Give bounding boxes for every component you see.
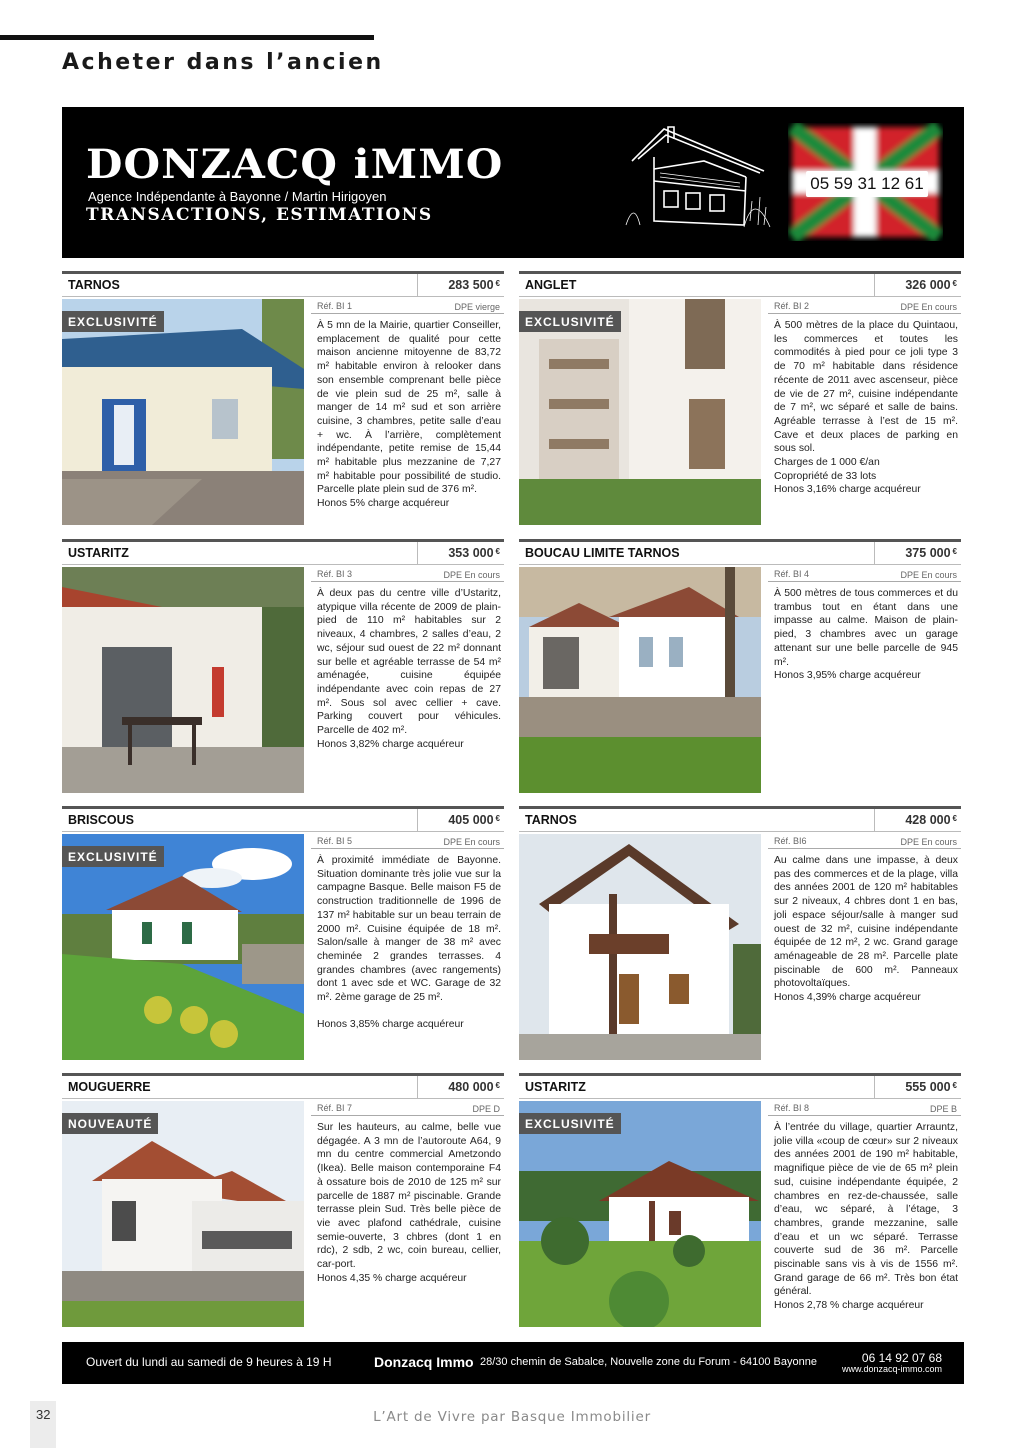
listing-dpe: DPE En cours xyxy=(900,570,957,580)
listing-header xyxy=(519,1073,961,1099)
listing-header xyxy=(62,806,504,832)
listing-dpe: DPE B xyxy=(929,1104,957,1114)
listing-photo[interactable] xyxy=(519,299,761,525)
listing-ref: Réf. BI 7 xyxy=(317,1103,353,1113)
listing-fees: Honos 4,39% charge acquéreur xyxy=(774,992,921,1004)
agency-banner xyxy=(62,107,964,258)
listing-charges: Charges de 1 000 €/an xyxy=(774,457,880,469)
listing-header xyxy=(62,1073,504,1099)
listing-meta xyxy=(311,299,504,314)
listing-badge: NOUVEAUTÉ xyxy=(62,1113,158,1134)
listing-card[interactable] xyxy=(62,271,504,527)
listing-badge: EXCLUSIVITÉ xyxy=(519,1113,621,1134)
listing-dpe: DPE En cours xyxy=(900,302,957,312)
listing-badge: EXCLUSIVITÉ xyxy=(62,311,164,332)
listing-photo[interactable] xyxy=(62,567,304,793)
listing-description: Au calme dans une impasse, à deux pas des commerces et de la plage, villa des années 2001 de 120 m² habitables sur 2 niveaux, 4 chbres dont 1 en bas, joli espace séjour/salle à manger sud ouest de 32 m², cuisine indépendante équipée de 12 m², 2 wc. Grand garage aménageable de 28 m². Parcelle plate piscinable de 600 m². Panneaux photovoltaïques. Honos 4,39% charge acquéreur xyxy=(774,855,958,1004)
section-title: Acheter dans l’ancien xyxy=(62,50,384,75)
listing-card[interactable] xyxy=(519,539,961,795)
listing-price: 283 500 € xyxy=(417,274,504,296)
listing-price: 480 000 € xyxy=(417,1076,504,1098)
listing-city: MOUGUERRE xyxy=(68,1080,151,1094)
listing-fees: Honos 2,78 % charge acquéreur xyxy=(774,1300,924,1312)
listing-description: À 5 mn de la Mairie, quartier Conseiller, emplacement de qualité pour cette maison ancienne mitoyenne de 83,72 m² habitable environ à relooker dans son ensemble comprenant belle pièce de vie plein sud de 25 m², salle à manger de 14 m² sud et son arrière cuisine, 3 chambres, petite salle d’eau + wc. À l’arrière, complètement indépendante, petite remise de 15,44 m² habitable plus mezzanine de 7,27 m² habitable pour possibilité de studio. Parcelle plate plein sud de 376 m². Honos 5% charge acquéreur xyxy=(317,320,501,510)
brand-tagline: Agence Indépendante à Bayonne / Martin Hirigoyen xyxy=(88,189,387,204)
listing-header xyxy=(62,271,504,297)
listing-meta xyxy=(768,834,961,849)
listing-description: À l’entrée du village, quartier Arrauntz, jolie villa «coup de cœur» sur 2 niveaux des années 2001 de 190 m² habitable, magnifique pièce de vie de 65 m² plein sud, cuisine indépendante équipée, 2 chambres en rez-de-chaussée, salle d’eau, wc séparé, à l’étage, 3 chambres, grande mezzanine, salle d’eau et un wc séparé. Terrasse couverte sud de 36 m². Parcelle piscinable sans vis à vis de 1556 m². Grand garage de 66 m². Très bon état général. Honos 2,78 % charge acquéreur xyxy=(774,1122,958,1312)
listing-card[interactable] xyxy=(62,1073,504,1329)
listing-header xyxy=(519,271,961,297)
listing-description: À 500 mètres de tous commerces et du trambus tout en étant dans une impasse au calme. Maison de plain-pied, 3 chambres avec un garage attenant sur une belle parcelle de 945 m². Honos 3,95% charge acquéreur xyxy=(774,588,958,682)
listing-photo[interactable] xyxy=(519,834,761,1060)
listing-meta xyxy=(768,299,961,314)
listing-photo[interactable] xyxy=(62,299,304,525)
listing-ref: Réf. BI 5 xyxy=(317,836,353,846)
running-footer: L’Art de Vivre par Basque Immobilier xyxy=(373,1409,651,1425)
listing-header xyxy=(519,539,961,565)
brand-name: DONZACQ iMMO xyxy=(86,141,504,188)
listing-description: Sur les hauteurs, au calme, belle vue dégagée. A 3 mn de l’autoroute A64, 9 mn du centre commercial Ametzondo (Ikea). Belle maison contemporaine F4 à ossature bois de 2010 de 125 m² sur parcelle de 1887 m² piscinable. Grande terrasse plein Sud. Très belle pièce de vie avec plafond cathédrale, cuisine semie-ouverte, 3 chbres (dont 1 en rdc), 2 sdb, 2 wc, coin bureau, cellier, car-port. Honos 4,35 % charge acquéreur xyxy=(317,1122,501,1284)
listing-price: 326 000 € xyxy=(874,274,961,296)
listing-dpe: DPE En cours xyxy=(443,570,500,580)
listing-dpe: DPE En cours xyxy=(443,837,500,847)
listing-badge: EXCLUSIVITÉ xyxy=(62,846,164,867)
agency-phone[interactable]: 05 59 31 12 61 xyxy=(806,171,928,197)
brand-subtitle: TRANSACTIONS, ESTIMATIONS xyxy=(86,205,433,225)
listing-fees: Honos 3,85% charge acquéreur xyxy=(317,1018,464,1030)
listing-fees: Honos 4,35 % charge acquéreur xyxy=(317,1272,467,1284)
listing-city: USTARITZ xyxy=(525,1080,586,1094)
listing-card[interactable] xyxy=(519,271,961,527)
listing-price: 375 000 € xyxy=(874,542,961,564)
listing-city: BRISCOUS xyxy=(68,813,134,827)
listing-card[interactable] xyxy=(62,806,504,1062)
top-rule xyxy=(0,35,374,40)
footer-website[interactable]: www.donzacq-immo.com xyxy=(841,1364,942,1374)
listing-meta xyxy=(768,1101,961,1116)
listing-fees: Honos 3,16% charge acquéreur xyxy=(774,484,921,496)
listing-meta xyxy=(311,834,504,849)
footer-phone[interactable]: 06 14 92 07 68 xyxy=(861,1351,942,1365)
listing-fees: Honos 5% charge acquéreur xyxy=(317,498,450,510)
listing-city: TARNOS xyxy=(68,278,120,292)
listing-meta xyxy=(768,567,961,582)
listing-description: À 500 mètres de la place du Quintaou, les commerces et toutes les commodités à pied pour ce joli type 3 de 70 m² habitable dans résidence récente de 2011 avec ascenseur, pièce de vie de 27 m², cuisine indépendante de 7 m², wc séparé et salle de bains. Agréable terrasse à l’est de 15 m². Cave et deux places de parking en sous sol. Charges de 1 000 €/an Copropriété de 33 lots Honos 3,16% charge acquéreur xyxy=(774,320,958,496)
listing-price: 428 000 € xyxy=(874,809,961,831)
opening-hours: Ouvert du lundi au samedi de 9 heures à 19 H xyxy=(86,1355,332,1369)
footer-agency-name: Donzacq Immo xyxy=(374,1354,474,1370)
listing-header xyxy=(519,806,961,832)
listing-photo[interactable] xyxy=(519,1101,761,1327)
listing-photo[interactable] xyxy=(62,834,304,1060)
listing-meta xyxy=(311,567,504,582)
listing-header xyxy=(62,539,504,565)
page-number: 32 xyxy=(36,1407,51,1422)
listing-ref: Réf. BI 4 xyxy=(774,569,810,579)
listing-ref: Réf. BI 1 xyxy=(317,301,353,311)
listing-city: ANGLET xyxy=(525,278,577,292)
listing-ref: Réf. BI6 xyxy=(774,836,807,846)
listing-ref: Réf. BI 8 xyxy=(774,1103,810,1113)
listing-ref: Réf. BI 3 xyxy=(317,569,353,579)
listing-ref: Réf. BI 2 xyxy=(774,301,810,311)
agency-footer xyxy=(62,1342,964,1384)
listing-photo[interactable] xyxy=(519,567,761,793)
listing-card[interactable] xyxy=(519,806,961,1062)
listing-photo[interactable] xyxy=(62,1101,304,1327)
listing-description: À deux pas du centre ville d’Ustaritz, atypique villa récente de 2009 de plain-pied de 110 m² habitables sur 2 niveaux, 4 chambres, 2 salles d’eau, 2 wc, séjour sud ouest de 22 m² donnant sur belle et agréable terrasse de 54 m² aménagée, cuisine équipée indépendante avec coin repas de 27 m². Sous sol avec cellier + cave. Parking couvert pour véhicules. Parcelle de 402 m². Honos 3,82% charge acquéreur xyxy=(317,588,501,750)
listing-fees: Honos 3,82% charge acquéreur xyxy=(317,738,464,750)
footer-address: 28/30 chemin de Sabalce, Nouvelle zone du Forum - 64100 Bayonne xyxy=(480,1356,817,1368)
listing-price: 405 000 € xyxy=(417,809,504,831)
listing-price: 353 000 € xyxy=(417,542,504,564)
listing-card[interactable] xyxy=(62,539,504,795)
listing-copro: Copropriété de 33 lots xyxy=(774,470,877,482)
listing-city: TARNOS xyxy=(525,813,577,827)
listing-card[interactable] xyxy=(519,1073,961,1329)
listing-price: 555 000 € xyxy=(874,1076,961,1098)
listing-city: BOUCAU LIMITE TARNOS xyxy=(525,546,680,560)
listing-city: USTARITZ xyxy=(68,546,129,560)
listing-badge: EXCLUSIVITÉ xyxy=(519,311,621,332)
chalet-drawing-icon xyxy=(624,121,774,233)
listing-meta xyxy=(311,1101,504,1116)
listing-dpe: DPE En cours xyxy=(900,837,957,847)
listing-description: À proximité immédiate de Bayonne. Situation dominante très jolie vue sur la campagne Basque. Belle maison F5 de construction traditionnelle de 1996 de 137 m² habitable sur un beau terrain de 2000 m². Cuisine équipée de 18 m². Salon/salle à manger de 38 m² avec cheminée 2 grandes terrasses. 4 grandes chambres (avec rangements) dont 1 avec sde et WC. Garage de 32 m². 2ème garage de 25 m². Honos 3,85% charge acquéreur xyxy=(317,855,501,1030)
listing-dpe: DPE D xyxy=(472,1104,500,1114)
listing-fees: Honos 3,95% charge acquéreur xyxy=(774,670,921,682)
listing-dpe: DPE vierge xyxy=(454,302,500,312)
